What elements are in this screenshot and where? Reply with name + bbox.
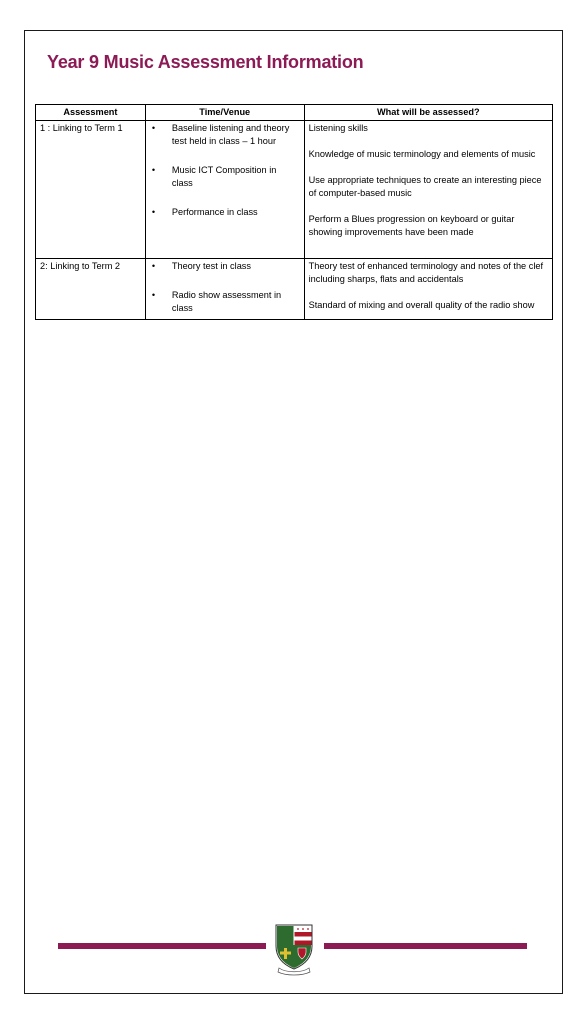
assessed-item: Listening skills bbox=[308, 123, 368, 133]
assessment-cell: 1 : Linking to Term 1 bbox=[36, 121, 146, 259]
footer-bar-right bbox=[324, 943, 527, 949]
table-row bbox=[36, 259, 553, 320]
list-item: • Baseline listening and theory test held in class – 1 hour bbox=[150, 122, 300, 148]
list-item: • Theory test in class bbox=[150, 260, 300, 273]
header-time-venue: Time/Venue bbox=[145, 105, 304, 121]
table-row bbox=[36, 121, 553, 259]
header-assessment: Assessment bbox=[36, 105, 146, 121]
time-venue-cell bbox=[145, 121, 304, 259]
header-what-assessed: What will be assessed? bbox=[304, 105, 552, 121]
assessment-cell: 2: Linking to Term 2 bbox=[36, 259, 146, 320]
assessed-item: Standard of mixing and overall quality of the radio show bbox=[308, 300, 535, 310]
list-item: • Music ICT Composition in class bbox=[150, 164, 300, 190]
assessed-cell bbox=[304, 121, 552, 259]
list-item: • Radio show assessment in class bbox=[150, 289, 300, 315]
assessment-table bbox=[35, 104, 553, 320]
assessed-cell bbox=[304, 259, 552, 320]
assessed-item: Theory test of enhanced terminology and notes of the clef including sharps, flats and accidentals bbox=[308, 261, 544, 284]
table-header-row bbox=[36, 105, 553, 121]
footer-bar-left bbox=[58, 943, 266, 949]
school-crest-icon bbox=[272, 922, 316, 976]
assessed-item: Use appropriate techniques to create an interesting piece of computer-based music bbox=[308, 175, 542, 198]
page-title: Year 9 Music Assessment Information bbox=[47, 52, 364, 72]
time-venue-cell bbox=[145, 259, 304, 320]
assessed-item: Knowledge of music terminology and elements of music bbox=[308, 149, 536, 159]
assessed-item: Perform a Blues progression on keyboard or guitar showing improvements have been made bbox=[308, 214, 515, 237]
list-item: • Performance in class bbox=[150, 206, 300, 219]
